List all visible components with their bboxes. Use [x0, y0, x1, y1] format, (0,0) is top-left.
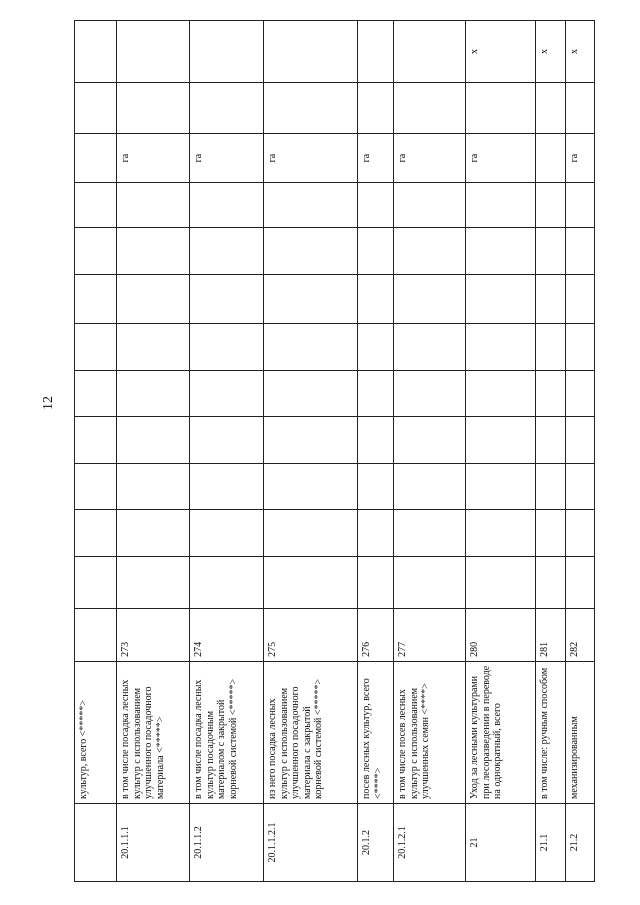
value-cell	[466, 556, 536, 608]
row-name: механизированным	[566, 661, 595, 803]
value-cell	[190, 183, 264, 228]
value-cell	[394, 324, 466, 371]
mark-cell: x	[536, 21, 566, 83]
value-cell	[190, 324, 264, 371]
mark-cell	[75, 21, 117, 83]
value-cell	[75, 228, 117, 275]
value-cell	[358, 82, 394, 133]
value-cell	[536, 463, 566, 510]
value-cell	[566, 324, 595, 371]
table-row	[358, 21, 394, 882]
value-cell	[264, 183, 358, 228]
table-row	[75, 21, 117, 882]
value-cell	[190, 556, 264, 608]
value-cell	[536, 324, 566, 371]
table-row	[394, 21, 466, 882]
row-name: посев лесных культур, всего <****>	[358, 661, 394, 803]
unit-cell: га	[264, 134, 358, 183]
value-cell	[536, 82, 566, 133]
unit-cell: га	[466, 134, 536, 183]
row-name: культур, всего <*****>	[75, 661, 117, 803]
value-cell	[466, 510, 536, 557]
row-code: 281	[536, 609, 566, 661]
table-row	[190, 21, 264, 882]
row-number: 20.1.2	[358, 803, 394, 881]
mark-cell	[190, 21, 264, 83]
value-cell	[566, 82, 595, 133]
value-cell	[75, 463, 117, 510]
mark-cell: x	[466, 21, 536, 83]
value-cell	[394, 417, 466, 464]
table-row	[117, 21, 190, 882]
unit-cell	[75, 134, 117, 183]
value-cell	[358, 228, 394, 275]
table-row	[264, 21, 358, 882]
value-cell	[117, 324, 190, 371]
row-number: 21.1	[536, 803, 566, 881]
row-name: Уход за лесными культурами при лесоразведении в переводе на однократный, всего	[466, 661, 536, 803]
value-cell	[536, 417, 566, 464]
table-row	[466, 21, 536, 882]
value-cell	[566, 556, 595, 608]
value-cell	[358, 275, 394, 324]
table-row	[566, 21, 595, 882]
row-number: 20.1.1.2	[190, 803, 264, 881]
row-number: 21	[466, 803, 536, 881]
value-cell	[536, 228, 566, 275]
row-name: в том числе посев лесных культур с использованием улучшенных семян <****>	[394, 661, 466, 803]
table-row	[536, 21, 566, 882]
page-number: 12	[41, 396, 56, 410]
row-code: 274	[190, 609, 264, 661]
value-cell	[117, 370, 190, 417]
value-cell	[190, 510, 264, 557]
unit-cell: га	[394, 134, 466, 183]
row-number: 20.1.1.1	[117, 803, 190, 881]
value-cell	[358, 370, 394, 417]
value-cell	[536, 556, 566, 608]
value-cell	[264, 417, 358, 464]
value-cell	[394, 370, 466, 417]
row-name: в том числе посадка лесных культур посадочным материалом с закрытой корневой системой <*****>	[190, 661, 264, 803]
value-cell	[566, 463, 595, 510]
value-cell	[536, 183, 566, 228]
value-cell	[75, 183, 117, 228]
value-cell	[117, 463, 190, 510]
value-cell	[536, 510, 566, 557]
value-cell	[117, 183, 190, 228]
value-cell	[394, 463, 466, 510]
value-cell	[190, 228, 264, 275]
value-cell	[466, 275, 536, 324]
unit-cell	[536, 134, 566, 183]
report-sheet	[74, 20, 594, 882]
value-cell	[466, 370, 536, 417]
value-cell	[117, 228, 190, 275]
row-code: 277	[394, 609, 466, 661]
value-cell	[394, 556, 466, 608]
value-cell	[394, 82, 466, 133]
row-name: в том числе посадка лесных культур с использованием улучшенного посадочного материала <*****>	[117, 661, 190, 803]
value-cell	[466, 183, 536, 228]
value-cell	[566, 183, 595, 228]
value-cell	[358, 417, 394, 464]
row-code: 275	[264, 609, 358, 661]
value-cell	[190, 463, 264, 510]
value-cell	[566, 417, 595, 464]
value-cell	[264, 228, 358, 275]
value-cell	[394, 275, 466, 324]
value-cell	[358, 556, 394, 608]
value-cell	[536, 370, 566, 417]
value-cell	[358, 324, 394, 371]
value-cell	[117, 510, 190, 557]
value-cell	[190, 275, 264, 324]
value-cell	[358, 463, 394, 510]
row-code: 280	[466, 609, 536, 661]
value-cell	[394, 183, 466, 228]
mark-cell	[264, 21, 358, 83]
mark-cell	[358, 21, 394, 83]
row-code: 276	[358, 609, 394, 661]
value-cell	[566, 370, 595, 417]
value-cell	[75, 324, 117, 371]
unit-cell: га	[566, 134, 595, 183]
value-cell	[75, 275, 117, 324]
value-cell	[264, 463, 358, 510]
value-cell	[264, 370, 358, 417]
value-cell	[75, 370, 117, 417]
value-cell	[264, 556, 358, 608]
value-cell	[466, 417, 536, 464]
row-number: 21.2	[566, 803, 595, 881]
row-code: 273	[117, 609, 190, 661]
value-cell	[190, 417, 264, 464]
value-cell	[566, 228, 595, 275]
mark-cell	[117, 21, 190, 83]
mark-cell: x	[566, 21, 595, 83]
value-cell	[75, 510, 117, 557]
value-cell	[394, 510, 466, 557]
value-cell	[75, 417, 117, 464]
value-cell	[466, 463, 536, 510]
value-cell	[466, 82, 536, 133]
row-number: 20.1.2.1	[394, 803, 466, 881]
value-cell	[117, 82, 190, 133]
value-cell	[358, 510, 394, 557]
value-cell	[536, 275, 566, 324]
value-cell	[466, 324, 536, 371]
value-cell	[190, 370, 264, 417]
unit-cell: га	[117, 134, 190, 183]
value-cell	[75, 556, 117, 608]
row-code	[75, 609, 117, 661]
value-cell	[117, 556, 190, 608]
value-cell	[264, 82, 358, 133]
row-number	[75, 803, 117, 881]
value-cell	[264, 510, 358, 557]
unit-cell: га	[190, 134, 264, 183]
mark-cell	[394, 21, 466, 83]
value-cell	[394, 228, 466, 275]
value-cell	[117, 275, 190, 324]
value-cell	[190, 82, 264, 133]
value-cell	[75, 82, 117, 133]
row-code: 282	[566, 609, 595, 661]
value-cell	[566, 275, 595, 324]
report-table	[74, 20, 595, 882]
value-cell	[566, 510, 595, 557]
row-number: 20.1.1.2.1	[264, 803, 358, 881]
value-cell	[264, 324, 358, 371]
row-name: в том числе: ручным способом	[536, 661, 566, 803]
value-cell	[466, 228, 536, 275]
value-cell	[264, 275, 358, 324]
value-cell	[117, 417, 190, 464]
value-cell	[358, 183, 394, 228]
unit-cell: га	[358, 134, 394, 183]
row-name: из него посадка лесных культур с использованием улучшенного посадочного материала с закрытой корневой системой <*****>	[264, 661, 358, 803]
